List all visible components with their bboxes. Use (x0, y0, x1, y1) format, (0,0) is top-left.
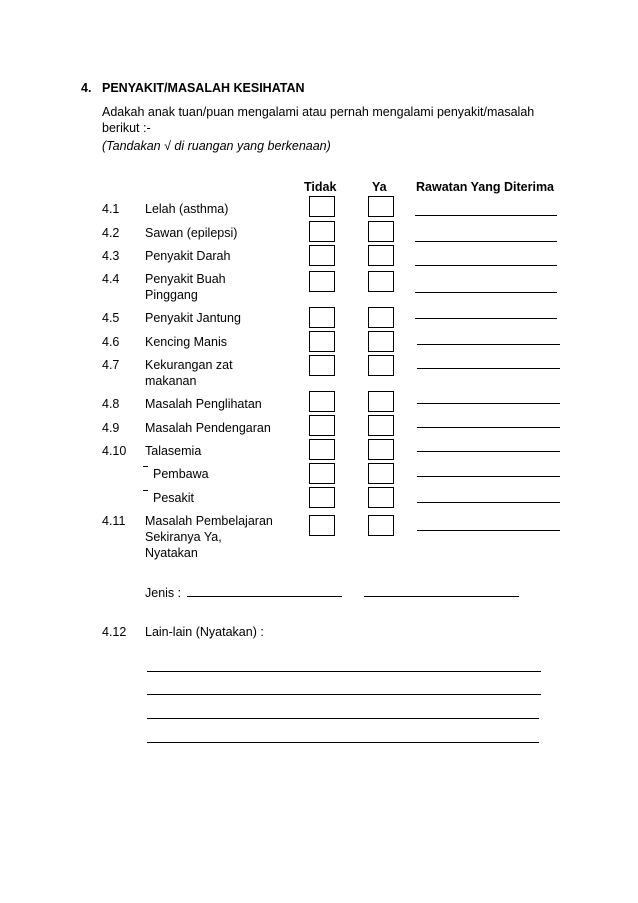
checkbox-ya[interactable] (368, 196, 394, 217)
item-label: Lain-lain (Nyatakan) : (145, 625, 264, 639)
sub-item-label: Pesakit (153, 491, 194, 505)
item-label: Penyakit Jantung (145, 311, 241, 325)
jenis-label: Jenis : (145, 586, 182, 600)
item-number: 4.9 (102, 421, 120, 435)
checkbox-ya[interactable] (368, 245, 394, 266)
checkbox-tidak[interactable] (309, 391, 335, 412)
item-label-cont: Pinggang (145, 288, 198, 302)
checkbox-tidak[interactable] (309, 331, 335, 352)
intro-text-line2: berikut :- (102, 121, 151, 135)
checkbox-tidak[interactable] (309, 463, 335, 484)
intro-text-line1: Adakah anak tuan/puan mengalami atau pernah mengalami penyakit/masalah (102, 105, 535, 119)
checkbox-ya[interactable] (368, 391, 394, 412)
checkbox-ya[interactable] (368, 221, 394, 242)
item-number: 4.3 (102, 249, 120, 263)
section-number: 4. (81, 81, 92, 95)
writing-line[interactable] (147, 694, 541, 695)
item-number: 4.12 (102, 625, 127, 639)
item-label-cont: Sekiranya Ya, (145, 530, 222, 544)
item-label: Lelah (asthma) (145, 202, 229, 216)
dash-marker (143, 490, 148, 491)
checkbox-tidak[interactable] (309, 245, 335, 266)
instruction-text: (Tandakan √ di ruangan yang berkenaan) (102, 139, 331, 153)
checkbox-tidak[interactable] (309, 415, 335, 436)
item-label: Masalah Pembelajaran (145, 514, 273, 528)
item-label: Masalah Penglihatan (145, 397, 262, 411)
item-label: Penyakit Darah (145, 249, 231, 263)
jenis-line[interactable] (187, 596, 342, 597)
treatment-line[interactable] (417, 451, 560, 452)
checkbox-ya[interactable] (368, 515, 394, 536)
writing-line[interactable] (147, 742, 539, 743)
checkbox-ya[interactable] (368, 331, 394, 352)
item-number: 4.2 (102, 226, 120, 240)
checkbox-tidak[interactable] (309, 196, 335, 217)
item-number: 4.5 (102, 311, 120, 325)
treatment-line[interactable] (415, 265, 557, 266)
item-label: Masalah Pendengaran (145, 421, 271, 435)
checkbox-tidak[interactable] (309, 355, 335, 376)
checkbox-tidak[interactable] (309, 307, 335, 328)
column-header-tidak: Tidak (304, 180, 337, 194)
item-number: 4.1 (102, 202, 120, 216)
treatment-line[interactable] (415, 292, 557, 293)
checkbox-ya[interactable] (368, 307, 394, 328)
column-header-rawatan: Rawatan Yang Diterima (416, 180, 555, 194)
sub-item-label: Pembawa (153, 467, 209, 481)
item-label-cont: makanan (145, 374, 197, 388)
treatment-line[interactable] (417, 427, 560, 428)
checkbox-tidak[interactable] (309, 221, 335, 242)
checkbox-ya[interactable] (368, 271, 394, 292)
item-number: 4.8 (102, 397, 120, 411)
item-label: Sawan (epilepsi) (145, 226, 238, 240)
item-label-cont: Nyatakan (145, 546, 198, 560)
checkbox-tidak[interactable] (309, 271, 335, 292)
dash-marker (143, 466, 148, 467)
column-header-ya: Ya (372, 180, 387, 194)
checkbox-ya[interactable] (368, 439, 394, 460)
item-label: Talasemia (145, 444, 202, 458)
treatment-line[interactable] (417, 530, 560, 531)
jenis-line[interactable] (364, 596, 519, 597)
item-number: 4.7 (102, 358, 120, 372)
checkbox-ya[interactable] (368, 487, 394, 508)
treatment-line[interactable] (415, 241, 557, 242)
checkbox-ya[interactable] (368, 463, 394, 484)
item-number: 4.11 (102, 514, 126, 528)
item-number: 4.6 (102, 335, 120, 349)
treatment-line[interactable] (417, 403, 560, 404)
treatment-line[interactable] (417, 502, 560, 503)
treatment-line[interactable] (415, 318, 557, 319)
item-label: Kencing Manis (145, 335, 227, 349)
section-title: PENYAKIT/MASALAH KESIHATAN (102, 81, 305, 95)
item-label: Penyakit Buah (145, 272, 226, 286)
checkbox-ya[interactable] (368, 415, 394, 436)
checkbox-tidak[interactable] (309, 515, 335, 536)
writing-line[interactable] (147, 671, 541, 672)
item-number: 4.10 (102, 444, 127, 458)
checkbox-tidak[interactable] (309, 439, 335, 460)
treatment-line[interactable] (415, 215, 557, 216)
treatment-line[interactable] (417, 344, 560, 345)
checkbox-ya[interactable] (368, 355, 394, 376)
item-label: Kekurangan zat (145, 358, 233, 372)
writing-line[interactable] (147, 718, 539, 719)
treatment-line[interactable] (417, 476, 560, 477)
treatment-line[interactable] (417, 368, 560, 369)
item-number: 4.4 (102, 272, 120, 286)
checkbox-tidak[interactable] (309, 487, 335, 508)
